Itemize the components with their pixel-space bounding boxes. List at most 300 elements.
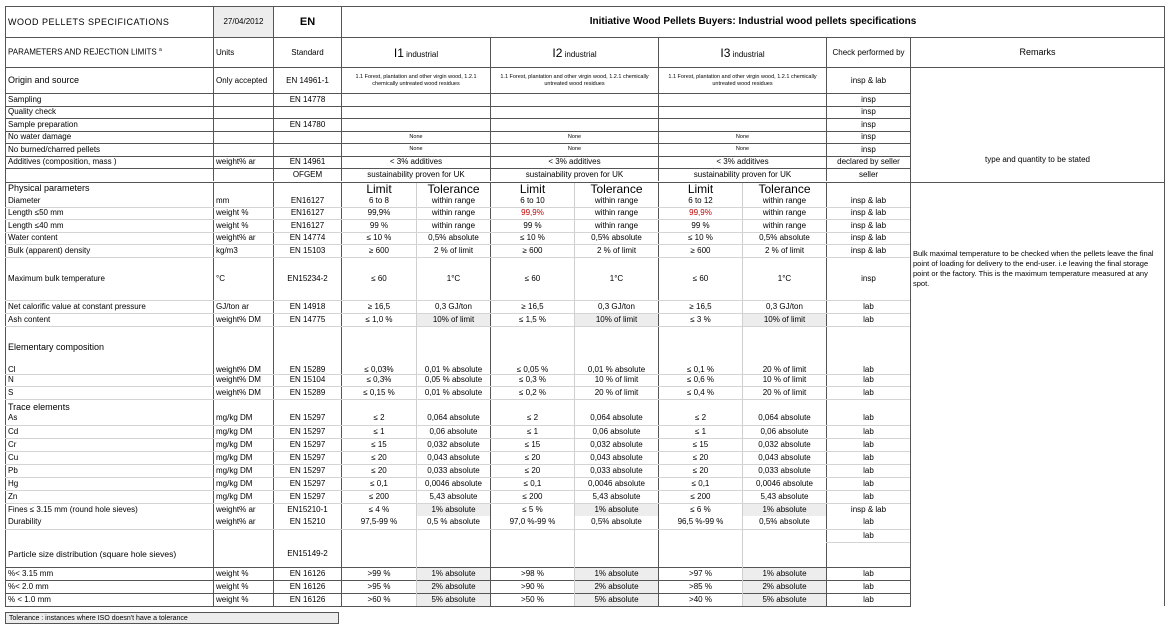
s-i3-tol: 20 % of limit <box>743 387 827 400</box>
pb-i3-tol: 0,033 absolute <box>743 464 827 477</box>
pb-i2-limit: ≤ 20 <box>491 464 575 477</box>
cr-i1-tol: 0,032 absolute <box>417 438 491 451</box>
cl-check: lab <box>827 352 911 374</box>
max-temp-i3-limit: ≤ 60 <box>659 257 743 300</box>
calorific-i3-tol: 0,3 GJ/ton <box>743 300 827 313</box>
sampling-param: Sampling <box>6 94 214 107</box>
pb-unit: mg/kg DM <box>214 464 274 477</box>
as-param: As <box>6 412 214 425</box>
zn-i1-tol: 5,43 absolute <box>417 490 491 503</box>
n-i2-tol: 10 % of limit <box>575 374 659 387</box>
water-content-check: insp & lab <box>827 232 911 245</box>
psd20-i2-tol: 2% absolute <box>575 580 659 593</box>
zn-std: EN 15297 <box>274 490 342 503</box>
n-i3-limit: ≤ 0,6 % <box>659 374 743 387</box>
psd20-i3-tol: 2% absolute <box>743 580 827 593</box>
water-content-std: EN 14774 <box>274 232 342 245</box>
cu-i3-limit: ≤ 20 <box>659 451 743 464</box>
fines-i1-tol: 1% absolute <box>417 503 491 516</box>
cu-unit: mg/kg DM <box>214 451 274 464</box>
pb-std: EN 15297 <box>274 464 342 477</box>
cu-param: Cu <box>6 451 214 464</box>
as-i1-tol: 0,064 absolute <box>417 412 491 425</box>
s-std: EN 15289 <box>274 387 342 400</box>
calorific-unit: GJ/ton ar <box>214 300 274 313</box>
max-temp-i3-tol: 1°C <box>743 257 827 300</box>
length40-check: insp & lab <box>827 220 911 233</box>
zn-unit: mg/kg DM <box>214 490 274 503</box>
additives-check: declared by seller <box>827 156 911 169</box>
additives-remark: type and quantity to be stated <box>985 154 1090 164</box>
water-content-i3-limit: ≤ 10 % <box>659 232 743 245</box>
pb-i3-limit: ≤ 20 <box>659 464 743 477</box>
psd315-unit: weight % <box>214 567 274 580</box>
sample-prep-check: insp <box>827 119 911 132</box>
elementary-title: Elementary composition <box>6 338 214 352</box>
durability-i1-limit: 97,5-99 % <box>342 516 417 529</box>
psd315-i2-limit: >98 % <box>491 567 575 580</box>
as-i2-tol: 0,064 absolute <box>575 412 659 425</box>
zn-check: lab <box>827 490 911 503</box>
units-header: Units <box>214 38 274 68</box>
diameter-i3-limit: 6 to 12 <box>659 195 743 208</box>
i3-header: I3 industrial <box>659 38 827 68</box>
hg-i1-limit: ≤ 0,1 <box>342 477 417 490</box>
origin-unit: Only accepted <box>214 68 274 94</box>
ash-i1-limit: ≤ 1,0 % <box>342 313 417 326</box>
hg-check: lab <box>827 477 911 490</box>
water-content-unit: weight% ar <box>214 232 274 245</box>
s-i3-limit: ≤ 0,4 % <box>659 387 743 400</box>
psd315-i2-tol: 1% absolute <box>575 567 659 580</box>
diameter-i3-tol: within range <box>743 195 827 208</box>
n-check: lab <box>827 374 911 387</box>
ash-i3-limit: ≤ 3 % <box>659 313 743 326</box>
length40-std: EN16127 <box>274 220 342 233</box>
as-i2-limit: ≤ 2 <box>491 412 575 425</box>
durability-i3-tol: 0,5% absolute <box>743 516 827 529</box>
cr-i3-limit: ≤ 15 <box>659 438 743 451</box>
length40-i1-limit: 99 % <box>342 220 417 233</box>
psd315-check: lab <box>827 567 911 580</box>
s-param: S <box>6 387 214 400</box>
length50-i1-tol: within range <box>417 207 491 220</box>
burned-i1: None <box>342 144 491 157</box>
ash-param: Ash content <box>6 313 214 326</box>
n-unit: weight% DM <box>214 374 274 387</box>
calorific-param: Net calorific value at constant pressure <box>6 300 214 313</box>
cl-i3-tol: 20 % of limit <box>743 352 827 374</box>
cd-i2-limit: ≤ 1 <box>491 425 575 438</box>
diameter-unit: mm <box>214 195 274 208</box>
additives-i2: < 3% additives <box>491 156 659 169</box>
cd-i3-limit: ≤ 1 <box>659 425 743 438</box>
s-i1-limit: ≤ 0,15 % <box>342 387 417 400</box>
s-i2-tol: 20 % of limit <box>575 387 659 400</box>
diameter-i2-limit: 6 to 10 <box>491 195 575 208</box>
max-temp-std: EN15234-2 <box>274 257 342 300</box>
length40-i1-tol: within range <box>417 220 491 233</box>
length50-i2-limit: 99,9% <box>491 207 575 220</box>
fines-param: Fines ≤ 3.15 mm (round hole sieves) <box>6 503 214 516</box>
hg-param: Hg <box>6 477 214 490</box>
additives-std: EN 14961 <box>274 156 342 169</box>
durability-i2-tol: 0,5% absolute <box>575 516 659 529</box>
i1-header: I1 industrial <box>342 38 491 68</box>
as-std: EN 15297 <box>274 412 342 425</box>
hg-i2-limit: ≤ 0,1 <box>491 477 575 490</box>
cu-std: EN 15297 <box>274 451 342 464</box>
tolerance-footnote: Tolerance : instances where ISO doesn't have a tolerance <box>5 612 339 624</box>
n-i1-limit: ≤ 0,3% <box>342 374 417 387</box>
sample-prep-param: Sample preparation <box>6 119 214 132</box>
calorific-i1-limit: ≥ 16,5 <box>342 300 417 313</box>
cr-i2-limit: ≤ 15 <box>491 438 575 451</box>
length40-i3-limit: 99 % <box>659 220 743 233</box>
fines-i3-limit: ≤ 6 % <box>659 503 743 516</box>
remarks-header: Remarks <box>911 38 1165 68</box>
bulk-density-i2-limit: ≥ 600 <box>491 245 575 258</box>
date-cell: 27/04/2012 <box>214 7 274 38</box>
fines-check: insp & lab <box>827 503 911 516</box>
cd-param: Cd <box>6 425 214 438</box>
fines-i2-limit: ≤ 5 % <box>491 503 575 516</box>
calorific-i1-tol: 0,3 GJ/ton <box>417 300 491 313</box>
cd-i3-tol: 0,06 absolute <box>743 425 827 438</box>
zn-i1-limit: ≤ 200 <box>342 490 417 503</box>
standard-header: Standard <box>274 38 342 68</box>
zn-param: Zn <box>6 490 214 503</box>
max-temp-param: Maximum bulk temperature <box>6 257 214 300</box>
param-header: PARAMETERS AND REJECTION LIMITS $^a$ <box>6 38 214 68</box>
length50-i3-limit: 99,9% <box>659 207 743 220</box>
origin-check: insp & lab <box>827 68 911 94</box>
pb-param: Pb <box>6 464 214 477</box>
water-damage-check: insp <box>827 131 911 144</box>
s-i1-tol: 0,01 % absolute <box>417 387 491 400</box>
specifications-table <box>5 6 1165 607</box>
bulk-density-std: EN 15103 <box>274 245 342 258</box>
remarks-physical <box>911 182 1165 338</box>
length40-unit: weight % <box>214 220 274 233</box>
psd20-std: EN 16126 <box>274 580 342 593</box>
s-i2-limit: ≤ 0,2 % <box>491 387 575 400</box>
water-damage-i1: None <box>342 131 491 144</box>
ofgem-i2: sustainability proven for UK <box>491 169 659 182</box>
durability-std: EN 15210 <box>274 516 342 529</box>
as-i1-limit: ≤ 2 <box>342 412 417 425</box>
psd20-param: %< 2.0 mm <box>6 580 214 593</box>
en-label: EN <box>274 7 342 38</box>
psd10-i1-tol: 5% absolute <box>417 593 491 606</box>
burned-i3: None <box>659 144 827 157</box>
as-unit: mg/kg DM <box>214 412 274 425</box>
psd10-i3-tol: 5% absolute <box>743 593 827 606</box>
pb-i2-tol: 0,033 absolute <box>575 464 659 477</box>
burned-std <box>274 144 342 157</box>
cr-unit: mg/kg DM <box>214 438 274 451</box>
bulk-density-i3-limit: ≥ 600 <box>659 245 743 258</box>
bulk-density-unit: kg/m3 <box>214 245 274 258</box>
ash-i3-tol: 10% of limit <box>743 313 827 326</box>
max-temp-i1-limit: ≤ 60 <box>342 257 417 300</box>
psd10-std: EN 16126 <box>274 593 342 606</box>
cu-i1-limit: ≤ 20 <box>342 451 417 464</box>
cu-i1-tol: 0,043 absolute <box>417 451 491 464</box>
water-damage-i2: None <box>491 131 659 144</box>
diameter-i1-limit: 6 to 8 <box>342 195 417 208</box>
burned-i2: None <box>491 144 659 157</box>
burned-param: No burned/charred pellets <box>6 144 214 157</box>
pb-i1-limit: ≤ 20 <box>342 464 417 477</box>
cr-check: lab <box>827 438 911 451</box>
water-content-param: Water content <box>6 232 214 245</box>
calorific-check: lab <box>827 300 911 313</box>
diameter-i2-tol: within range <box>575 195 659 208</box>
sampling-std: EN 14778 <box>274 94 342 107</box>
psd315-param: %< 3.15 mm <box>6 567 214 580</box>
length50-i3-tol: within range <box>743 207 827 220</box>
bulk-temperature-remark: Bulk maximal temperature to be checked when the pellets leave the final point of loading for delivery to the end-user. i.e leaving the final storage point or the factory. This is the maximum temperature measured at any spot. <box>913 248 1154 288</box>
length40-param: Length ≤40 mm <box>6 220 214 233</box>
ash-std: EN 14775 <box>274 313 342 326</box>
psd20-unit: weight % <box>214 580 274 593</box>
cu-check: lab <box>827 451 911 464</box>
psd315-std: EN 16126 <box>274 567 342 580</box>
max-temp-unit: °C <box>214 257 274 300</box>
psd315-i3-limit: >97 % <box>659 567 743 580</box>
ash-unit: weight% DM <box>214 313 274 326</box>
hg-i2-tol: 0,0046 absolute <box>575 477 659 490</box>
extra-check: lab <box>827 529 911 542</box>
length50-std: EN16127 <box>274 207 342 220</box>
quality-check-std <box>274 106 342 119</box>
n-i1-tol: 0,05 % absolute <box>417 374 491 387</box>
bulk-density-param: Bulk (apparent) density <box>6 245 214 258</box>
main-title: Initiative Wood Pellets Buyers: Industrial wood pellets specifications <box>342 7 1165 38</box>
cd-i1-limit: ≤ 1 <box>342 425 417 438</box>
cr-i1-limit: ≤ 15 <box>342 438 417 451</box>
as-i3-tol: 0,064 absolute <box>743 412 827 425</box>
durability-i3-limit: 96,5 %-99 % <box>659 516 743 529</box>
calorific-i3-limit: ≥ 16,5 <box>659 300 743 313</box>
psd315-i3-tol: 1% absolute <box>743 567 827 580</box>
origin-std: EN 14961-1 <box>274 68 342 94</box>
psd315-i1-limit: >99 % <box>342 567 417 580</box>
water-damage-param: No water damage <box>6 131 214 144</box>
cl-i1-limit: ≤ 0,03% <box>342 352 417 374</box>
cl-i1-tol: 0,01 % absolute <box>417 352 491 374</box>
cu-i3-tol: 0,043 absolute <box>743 451 827 464</box>
ofgem-i1: sustainability proven for UK <box>342 169 491 182</box>
n-i3-tol: 10 % of limit <box>743 374 827 387</box>
fines-std: EN15210-1 <box>274 503 342 516</box>
water-content-i1-limit: ≤ 10 % <box>342 232 417 245</box>
zn-i3-limit: ≤ 200 <box>659 490 743 503</box>
water-content-i2-limit: ≤ 10 % <box>491 232 575 245</box>
water-content-i3-tol: 0,5% absolute <box>743 232 827 245</box>
psd20-i1-limit: >95 % <box>342 580 417 593</box>
psd-std: EN15149-2 <box>274 542 342 567</box>
psd10-check: lab <box>827 593 911 606</box>
psd20-check: lab <box>827 580 911 593</box>
diameter-i1-tol: within range <box>417 195 491 208</box>
i3-tolerance-label: Tolerance <box>743 182 827 195</box>
sheet-title: WOOD PELLETS SPECIFICATIONS <box>6 7 214 38</box>
durability-i1-tol: 0,5 % absolute <box>417 516 491 529</box>
quality-check-param: Quality check <box>6 106 214 119</box>
psd10-unit: weight % <box>214 593 274 606</box>
i2-limit-label: Limit <box>491 182 575 195</box>
hg-i1-tol: 0,0046 absolute <box>417 477 491 490</box>
s-check: lab <box>827 387 911 400</box>
length40-i3-tol: within range <box>743 220 827 233</box>
hg-i3-limit: ≤ 0,1 <box>659 477 743 490</box>
cd-i1-tol: 0,06 absolute <box>417 425 491 438</box>
cu-i2-limit: ≤ 20 <box>491 451 575 464</box>
sampling-check: insp <box>827 94 911 107</box>
durability-param: Durability <box>6 516 214 529</box>
durability-i2-limit: 97,0 %-99 % <box>491 516 575 529</box>
n-std: EN 15104 <box>274 374 342 387</box>
physical-title: Physical parameters <box>6 182 214 195</box>
cr-i3-tol: 0,032 absolute <box>743 438 827 451</box>
calorific-i2-tol: 0,3 GJ/ton <box>575 300 659 313</box>
bulk-density-check: insp & lab <box>827 245 911 258</box>
pb-i1-tol: 0,033 absolute <box>417 464 491 477</box>
additives-i3: < 3% additives <box>659 156 827 169</box>
burned-check: insp <box>827 144 911 157</box>
durability-unit: weight% ar <box>214 516 274 529</box>
max-temp-i2-tol: 1°C <box>575 257 659 300</box>
additives-unit: weight% ar <box>214 156 274 169</box>
water-damage-std <box>274 131 342 144</box>
cl-i2-tol: 0,01 % absolute <box>575 352 659 374</box>
cr-std: EN 15297 <box>274 438 342 451</box>
cu-i2-tol: 0,043 absolute <box>575 451 659 464</box>
hg-std: EN 15297 <box>274 477 342 490</box>
psd20-i3-limit: >85 % <box>659 580 743 593</box>
max-temp-i2-limit: ≤ 60 <box>491 257 575 300</box>
length50-unit: weight % <box>214 207 274 220</box>
max-temp-check: insp <box>827 257 911 300</box>
bulk-density-i1-tol: 2 % of limit <box>417 245 491 258</box>
i2-header: I2 industrial <box>491 38 659 68</box>
remarks-general <box>911 68 1165 183</box>
i1-tolerance-label: Tolerance <box>417 182 491 195</box>
pb-check: lab <box>827 464 911 477</box>
i1-limit-label: Limit <box>342 182 417 195</box>
fines-i2-tol: 1% absolute <box>575 503 659 516</box>
psd10-i3-limit: >40 % <box>659 593 743 606</box>
psd315-i1-tol: 1% absolute <box>417 567 491 580</box>
psd10-i2-tol: 5% absolute <box>575 593 659 606</box>
ofgem-check: seller <box>827 169 911 182</box>
length50-i1-limit: 99,9% <box>342 207 417 220</box>
i2-tolerance-label: Tolerance <box>575 182 659 195</box>
cl-i3-limit: ≤ 0,1 % <box>659 352 743 374</box>
cr-i2-tol: 0,032 absolute <box>575 438 659 451</box>
s-unit: weight% DM <box>214 387 274 400</box>
fines-unit: weight% ar <box>214 503 274 516</box>
water-damage-i3: None <box>659 131 827 144</box>
origin-param: Origin and source <box>6 68 214 94</box>
as-check: lab <box>827 412 911 425</box>
zn-i3-tol: 5,43 absolute <box>743 490 827 503</box>
cd-check: lab <box>827 425 911 438</box>
cd-i2-tol: 0,06 absolute <box>575 425 659 438</box>
length40-i2-limit: 99 % <box>491 220 575 233</box>
calorific-std: EN 14918 <box>274 300 342 313</box>
trace-title: Trace elements <box>6 399 214 412</box>
psd20-i1-tol: 2% absolute <box>417 580 491 593</box>
length50-i2-tol: within range <box>575 207 659 220</box>
psd20-i2-limit: >90 % <box>491 580 575 593</box>
max-temp-i1-tol: 1°C <box>417 257 491 300</box>
ash-check: lab <box>827 313 911 326</box>
cd-unit: mg/kg DM <box>214 425 274 438</box>
hg-i3-tol: 0,0046 absolute <box>743 477 827 490</box>
i3-limit-label: Limit <box>659 182 743 195</box>
origin-i1: 1.1 Forest, plantation and other virgin wood, 1.2.1 chemically untreated wood residues <box>342 68 491 94</box>
sample-prep-std: EN 14780 <box>274 119 342 132</box>
cl-i2-limit: ≤ 0,05 % <box>491 352 575 374</box>
length50-param: Length ≤50 mm <box>6 207 214 220</box>
ash-i2-tol: 10% of limit <box>575 313 659 326</box>
bulk-density-i3-tol: 2 % of limit <box>743 245 827 258</box>
calorific-i2-limit: ≥ 16,5 <box>491 300 575 313</box>
ash-i2-limit: ≤ 1,5 % <box>491 313 575 326</box>
water-content-i2-tol: 0,5% absolute <box>575 232 659 245</box>
origin-i2: 1.1 Forest, plantation and other virgin wood, 1.2.1 chemically untreated wood residues <box>491 68 659 94</box>
fines-i1-limit: ≤ 4 % <box>342 503 417 516</box>
quality-check-check: insp <box>827 106 911 119</box>
ofgem-i3: sustainability proven for UK <box>659 169 827 182</box>
additives-i1: < 3% additives <box>342 156 491 169</box>
zn-i2-limit: ≤ 200 <box>491 490 575 503</box>
diameter-param: Diameter <box>6 195 214 208</box>
psd10-param: % < 1.0 mm <box>6 593 214 606</box>
psd10-i1-limit: >60 % <box>342 593 417 606</box>
cr-param: Cr <box>6 438 214 451</box>
bulk-density-i2-tol: 2 % of limit <box>575 245 659 258</box>
zn-i2-tol: 5,43 absolute <box>575 490 659 503</box>
diameter-std: EN16127 <box>274 195 342 208</box>
length40-i2-tol: within range <box>575 220 659 233</box>
fines-i3-tol: 1% absolute <box>743 503 827 516</box>
length50-check: insp & lab <box>827 207 911 220</box>
psd-title: Particle size distribution (square hole sieves) <box>6 542 214 567</box>
as-i3-limit: ≤ 2 <box>659 412 743 425</box>
origin-i3: 1.1 Forest, plantation and other virgin wood, 1.2.1 chemically untreated wood residues <box>659 68 827 94</box>
bulk-density-i1-limit: ≥ 600 <box>342 245 417 258</box>
n-i2-limit: ≤ 0,3 % <box>491 374 575 387</box>
check-header: Check performed by <box>827 38 911 68</box>
additives-param: Additives (composition, mass ) <box>6 156 214 169</box>
water-content-i1-tol: 0,5% absolute <box>417 232 491 245</box>
cl-unit: weight% DM <box>214 352 274 374</box>
psd10-i2-limit: >50 % <box>491 593 575 606</box>
ofgem-std: OFGEM <box>274 169 342 182</box>
ash-i1-tol: 10% of limit <box>417 313 491 326</box>
cl-std: EN 15289 <box>274 352 342 374</box>
diameter-check: insp & lab <box>827 195 911 208</box>
cl-param: Cl <box>6 352 214 374</box>
cd-std: EN 15297 <box>274 425 342 438</box>
hg-unit: mg/kg DM <box>214 477 274 490</box>
durability-check: lab <box>827 516 911 529</box>
n-param: N <box>6 374 214 387</box>
